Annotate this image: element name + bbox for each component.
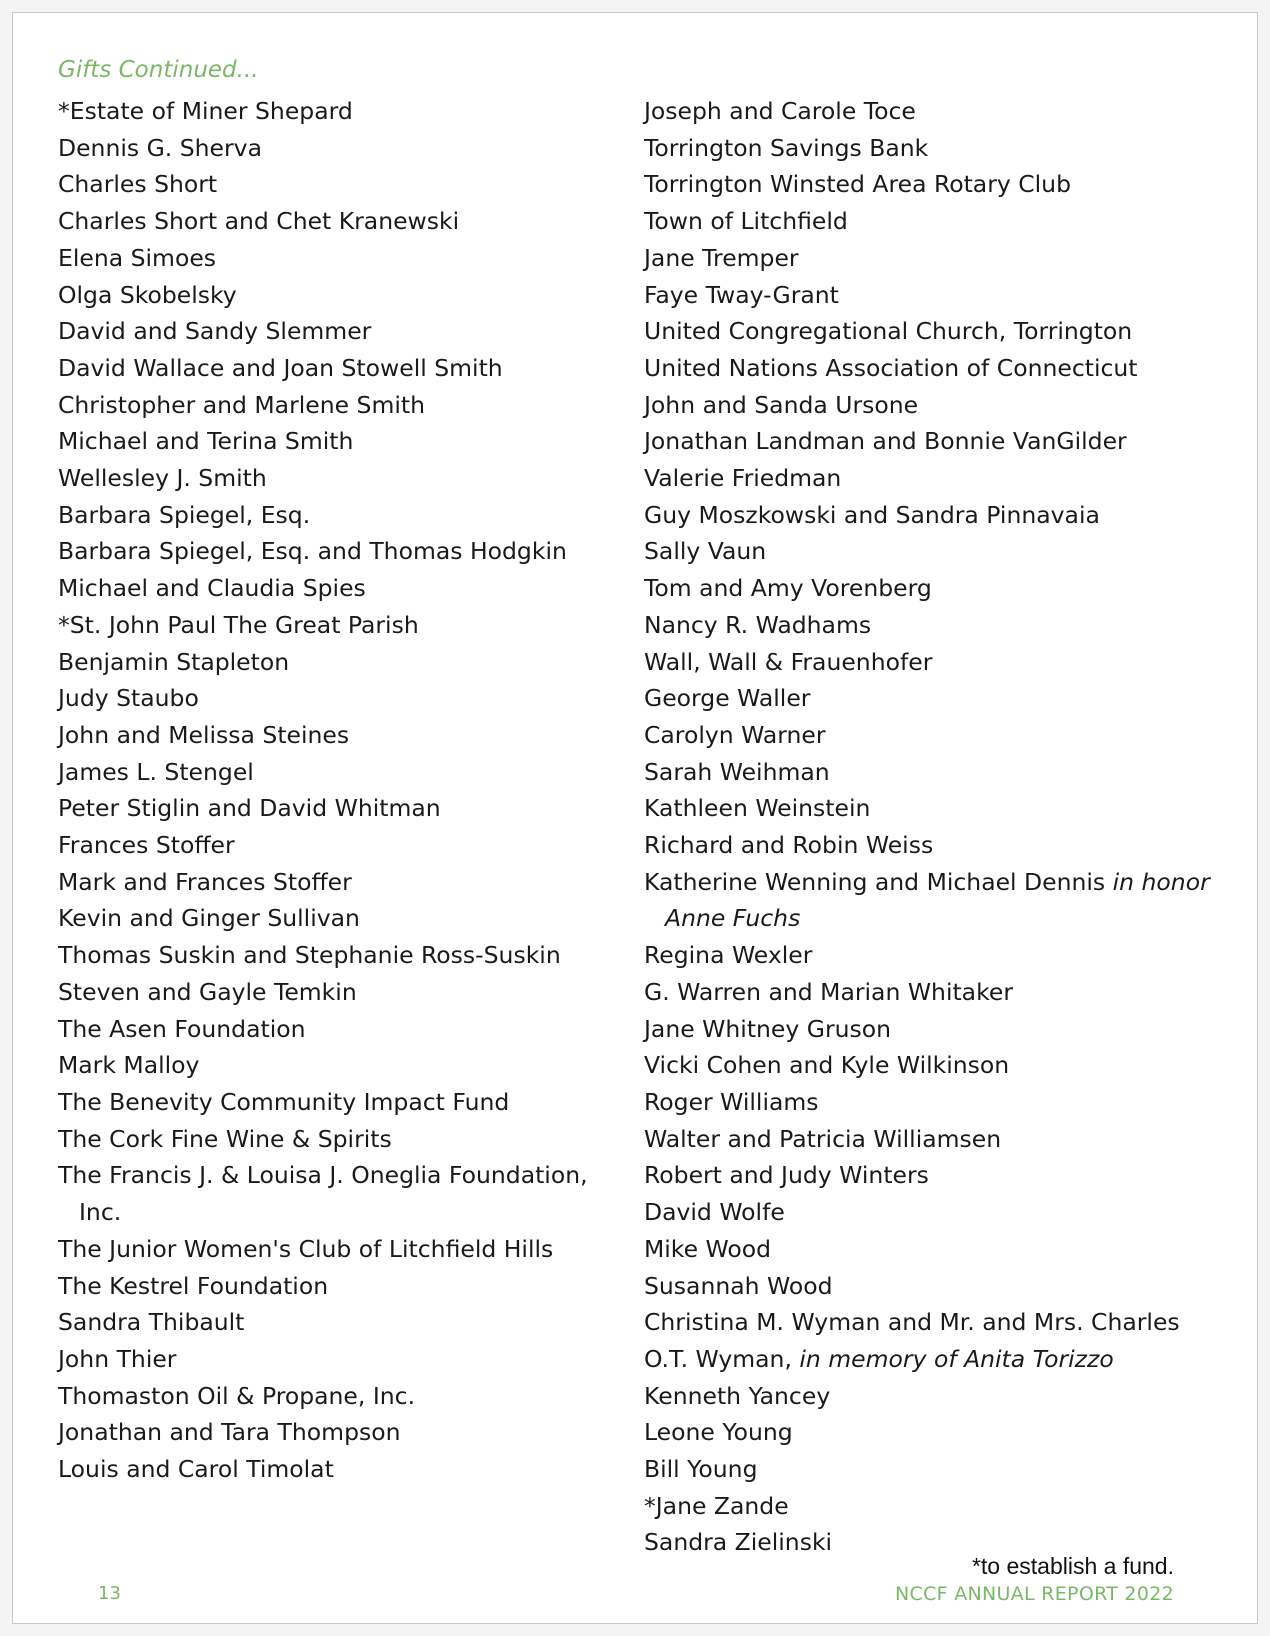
donor-entry: Kathleen Weinstein — [644, 794, 871, 823]
donor-entry: John Thier — [58, 1344, 177, 1373]
donor-entry: Richard and Robin Weiss — [644, 831, 934, 860]
donor-entry: James L. Stengel — [58, 757, 254, 786]
donor-name: Katherine Wenning and Michael Dennis — [644, 867, 1113, 896]
donor-entry: Peter Stiglin and David Whitman — [58, 794, 441, 823]
donor-entry: Torrington Winsted Area Rotary Club — [644, 170, 1071, 199]
donor-list-right — [644, 93, 1224, 1561]
donor-entry: Charles Short and Chet Kranewski — [58, 207, 460, 236]
donor-name: O.T. Wyman, — [644, 1344, 800, 1373]
donor-entry: *Jane Zande — [644, 1491, 789, 1520]
report-page — [12, 12, 1258, 1624]
report-name: NCCF ANNUAL REPORT 2022 — [894, 1583, 1174, 1605]
donor-entry: Torrington Savings Bank — [644, 133, 929, 162]
donor-entry: Robert and Judy Winters — [644, 1161, 929, 1190]
donor-entry: Barbara Spiegel, Esq. — [58, 500, 311, 529]
donor-entry: George Waller — [644, 684, 811, 713]
donor-entry-tribute — [644, 864, 1225, 937]
donor-entry: Christopher and Marlene Smith — [58, 390, 426, 419]
donor-entry: Barbara Spiegel, Esq. and Thomas Hodgkin — [58, 537, 567, 566]
donor-entry: Sally Vaun — [644, 537, 767, 566]
donor-entry: Jonathan Landman and Bonnie VanGilder — [644, 427, 1127, 456]
donor-entry: Tom and Amy Vorenberg — [644, 574, 932, 603]
donor-entry: *St. John Paul The Great Parish — [58, 610, 419, 639]
donor-entry: Charles Short — [58, 170, 218, 199]
donor-entry: The Cork Fine Wine & Spirits — [58, 1124, 392, 1153]
donor-entry: The Junior Women's Club of Litchfield Hills — [58, 1234, 554, 1263]
donor-entry: John and Melissa Steines — [58, 720, 350, 749]
donor-entry: G. Warren and Marian Whitaker — [644, 977, 1013, 1006]
donor-entry: Judy Staubo — [58, 684, 199, 713]
donor-entry: Thomaston Oil & Propane, Inc. — [58, 1381, 416, 1410]
donor-entry: Mike Wood — [644, 1234, 772, 1263]
donor-entry: Town of Litchfield — [644, 207, 848, 236]
donor-entry: Guy Moszkowski and Sandra Pinnavaia — [644, 500, 1100, 529]
donor-entry: Jane Whitney Gruson — [644, 1014, 892, 1043]
donor-entry: John and Sanda Ursone — [644, 390, 919, 419]
donor-entry: Leone Young — [644, 1418, 793, 1447]
donor-entry: Wall, Wall & Frauenhofer — [644, 647, 933, 676]
donor-entry: Mark and Frances Stoffer — [58, 867, 352, 896]
donor-entry: Dennis G. Sherva — [58, 133, 262, 162]
tribute-note: in memory of Anita Torizzo — [799, 1344, 1114, 1373]
donor-entry: United Nations Association of Connecticut — [644, 353, 1138, 382]
donor-entry: Frances Stoffer — [58, 831, 235, 860]
donor-entry: Steven and Gayle Temkin — [58, 977, 357, 1006]
donor-entry: Kenneth Yancey — [644, 1381, 831, 1410]
footnote: *to establish a fund. — [971, 1553, 1174, 1579]
donor-entry: Joseph and Carole Toce — [644, 97, 916, 125]
donor-entry: Jane Tremper — [644, 243, 799, 272]
donor-entry-tribute — [644, 1341, 1224, 1378]
donor-entry: Bill Young — [644, 1455, 758, 1484]
donor-entry: Elena Simoes — [58, 243, 217, 272]
donor-entry: The Kestrel Foundation — [58, 1271, 329, 1300]
donor-entry: The Francis J. & Louisa J. Oneglia Foundation, Inc. — [58, 1161, 588, 1227]
donor-entry: Michael and Terina Smith — [58, 427, 354, 456]
tribute-note: in honor Anne Fuchs — [665, 867, 1210, 933]
donor-entry: Michael and Claudia Spies — [58, 574, 366, 603]
donor-entry: The Benevity Community Impact Fund — [58, 1087, 510, 1116]
donor-entry: Vicki Cohen and Kyle Wilkinson — [644, 1051, 1010, 1080]
donor-entry: Jonathan and Tara Thompson — [58, 1418, 401, 1447]
donor-entry: Nancy R. Wadhams — [644, 610, 872, 639]
donor-entry: Louis and Carol Timolat — [58, 1455, 334, 1484]
donor-entry: United Congregational Church, Torrington — [644, 317, 1133, 346]
page-number: 13 — [98, 1583, 121, 1604]
donor-entry: Susannah Wood — [644, 1271, 833, 1300]
donor-entry: Kevin and Ginger Sullivan — [58, 904, 360, 933]
donor-entry: *Estate of Miner Shepard — [58, 97, 353, 125]
donor-entry: Sandra Thibault — [58, 1308, 245, 1337]
donor-list-left — [58, 93, 618, 1488]
donor-entry: Walter and Patricia Williamsen — [644, 1124, 1002, 1153]
donor-entry: The Asen Foundation — [58, 1014, 306, 1043]
donor-entry: David Wolfe — [644, 1198, 785, 1227]
donor-entry: Mark Malloy — [58, 1051, 200, 1080]
donor-entry: Roger Williams — [644, 1087, 819, 1116]
donor-entry: Carolyn Warner — [644, 720, 826, 749]
donor-entry: Benjamin Stapleton — [58, 647, 290, 676]
donor-entry: Sandra Zielinski — [644, 1528, 833, 1557]
donor-entry: David and Sandy Slemmer — [58, 317, 372, 346]
donor-entry: Sarah Weihman — [644, 757, 830, 786]
donor-entry: Regina Wexler — [644, 941, 813, 970]
section-title: Gifts Continued... — [58, 57, 259, 83]
donor-entry: Christina M. Wyman and Mr. and Mrs. Charles — [644, 1308, 1180, 1337]
donor-entry: Wellesley J. Smith — [58, 464, 267, 493]
donor-entry: Valerie Friedman — [644, 464, 842, 493]
donor-entry: Olga Skobelsky — [58, 280, 237, 309]
donor-entry: Faye Tway-Grant — [644, 280, 839, 309]
donor-entry: Thomas Suskin and Stephanie Ross-Suskin — [58, 941, 561, 970]
donor-entry: David Wallace and Joan Stowell Smith — [58, 353, 503, 382]
